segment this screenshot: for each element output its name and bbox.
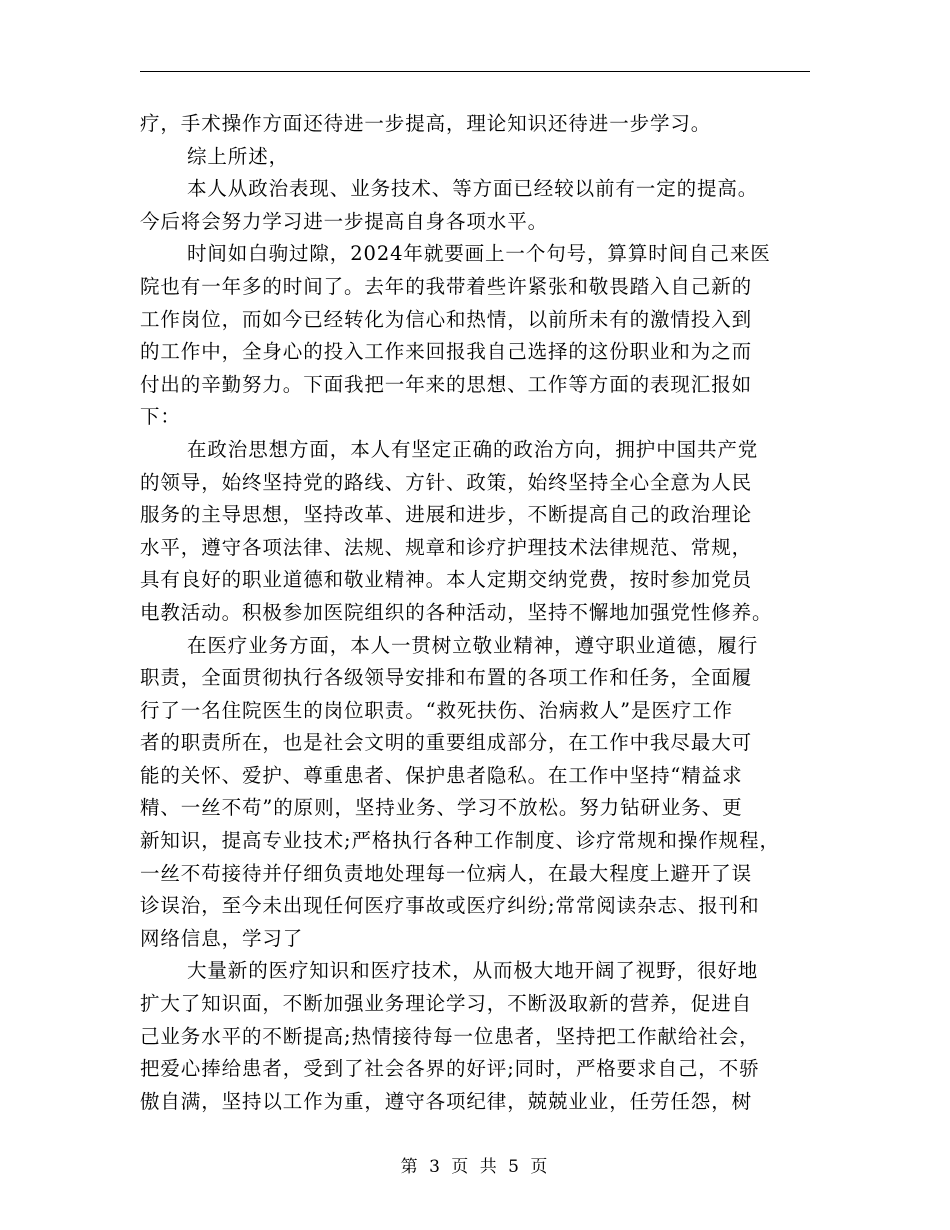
text-line: 诊误治，至今未出现任何医疗事故或医疗纠纷;常常阅读杂志、报刊和 [140,894,760,918]
text-line: 下： [140,405,181,429]
page-number-footer: 第 3 页 共 5 页 [400,1157,550,1177]
text-line: 时间如白驹过隙，2024年就要画上一个句号，算算时间自己来医 [187,242,771,266]
text-line: 网络信息，学习了 [140,926,304,950]
text-line: 大量新的医疗知识和医疗技术，从而极大地开阔了视野，很好地 [187,959,759,983]
text-line: 行了一名住院医生的岗位职责。“救死扶伤、治病救人”是医疗工作 [140,698,733,722]
text-line: 院也有一年多的时间了。去年的我带着些许紧张和敬畏踏入自己新的 [140,274,753,298]
text-line: 精、一丝不苟”的原则，坚持业务、学习不放松。努力钻研业务、更 [140,796,743,820]
text-line: 服务的主导思想，坚持改革、进展和进步，不断提高自己的政治理论 [140,503,753,527]
text-line: 者的职责所在，也是社会文明的重要组成部分，在工作中我尽最大可 [140,731,753,755]
text-line: 本人从政治表现、业务技术、等方面已经较以前有一定的提高。 [187,177,759,201]
text-line: 付出的辛勤努力。下面我把一年来的思想、工作等方面的表现汇报如 [140,372,753,396]
text-line: 在政治思想方面，本人有坚定正确的政治方向，拥护中国共产党 [187,437,759,461]
text-line: 把爱心捧给患者，受到了社会各界的好评;同时，严格要求自己，不骄 [140,1057,760,1081]
text-line: 今后将会努力学习进一步提高自身各项水平。 [140,209,549,233]
body-text [140,108,820,1118]
text-line: 一丝不苟接待并仔细负责地处理每一位病人，在最大程度上避开了误 [140,861,753,885]
text-line: 综上所述， [187,144,290,168]
text-line: 傲自满，坚持以工作为重，遵守各项纪律，兢兢业业，任劳任怨，树 [140,1089,753,1113]
text-line: 工作岗位，而如今已经转化为信心和热情，以前所未有的激情投入到 [140,307,753,331]
text-line: 水平，遵守各项法律、法规、规章和诊疗护理技术法律规范、常规， [140,535,753,559]
text-line: 在医疗业务方面，本人一贯树立敬业精神，遵守职业道德，履行 [187,633,759,657]
text-line: 疗，手术操作方面还待进一步提高，理论知识还待进一步学习。 [140,112,712,135]
text-line: 新知识，提高专业技术;严格执行各种工作制度、诊疗常规和操作规程， [140,829,780,853]
text-line: 具有良好的职业道德和敬业精神。本人定期交纳党费，按时参加党员 [140,568,753,592]
text-line: 己业务水平的不断提高;热情接待每一位患者，坚持把工作献给社会， [140,1024,760,1048]
header-rule [140,71,810,72]
text-line: 职责，全面贯彻执行各级领导安排和布置的各项工作和任务，全面履 [140,666,753,690]
text-line: 电教活动。积极参加医院组织的各种活动，坚持不懈地加强党性修养。 [140,600,773,624]
text-line: 的工作中，全身心的投入工作来回报我自己选择的这份职业和为之而 [140,340,753,364]
text-line: 扩大了知识面，不断加强业务理论学习，不断汲取新的营养，促进自 [140,992,753,1016]
text-line: 的领导，始终坚持党的路线、方针、政策，始终坚持全心全意为人民 [140,470,753,494]
text-line: 能的关怀、爱护、尊重患者、保护患者隐私。在工作中坚持“精益求 [140,763,743,787]
